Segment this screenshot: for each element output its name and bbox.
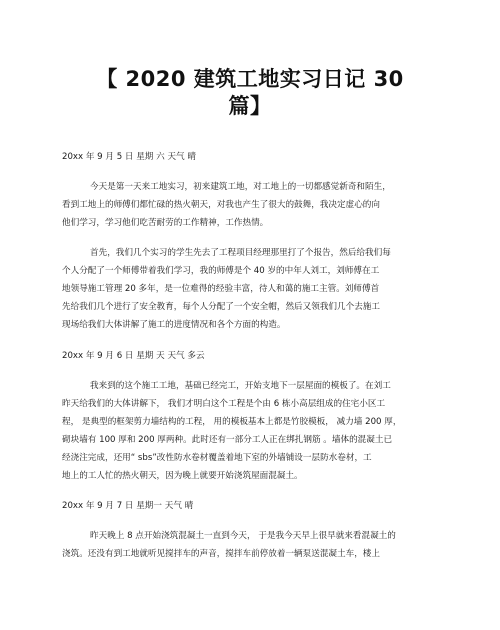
paragraph-line: 现场给我们大体讲解了施工的进度情况和各个方面的构造。 [62, 320, 286, 330]
paragraph-line: 我来到的这个施工工地，基础已经完工，开始支地下一层屋面的模板了。在刘工 [90, 381, 391, 391]
title-line-2: 篇】 [228, 94, 272, 118]
paragraph-line: 地上的工人忙的热火朝天，因为晚上就要开始浇筑屋面混凝土。 [62, 471, 303, 481]
paragraph-line: 经浇注完成，还用“ sbs”改性防水卷材覆盖着地下室的外墙铺设一层防水卷材，工 [62, 453, 372, 463]
paragraph-line: 他们学习，学习他们吃苦耐劳的工作精神，工作热情。 [62, 218, 269, 228]
document-title [70, 66, 430, 120]
paragraph-line: 昨天晚上 8 点开始浇筑混凝土一直到今天， 于是我今天早上很早就来看混凝土的 [90, 531, 396, 541]
paragraph-line: 浇筑。还没有到工地就听见搅拌车的声音，搅拌车前停放着一辆泵送混凝土车，楼上 [62, 549, 380, 559]
paragraph-line: 程， 是典型的框架剪力墙结构的工程， 用的模板基本上都是竹胶模板， 减力墙 200 厚， [62, 417, 402, 427]
paragraph-line: 看到工地上的师傅们都忙碌的热火朝天，对我也产生了很大的鼓舞，我决定虚心的向 [62, 200, 380, 210]
paragraph-line: 首先，我们几个实习的学生先去了工程项目经理那里打了个报告，然后给我们每 [90, 248, 391, 258]
paragraph-line: 昨天给我们的大体讲解下， 我们才明白这个工程是个由 6 栋小高层组成的住宅小区工 [62, 399, 386, 409]
title-line-1: 【 2020 建筑工地实习日记 30 [96, 67, 404, 91]
entry-date: 20xx 年 9 月 6 日 星期 天 天气 多云 [62, 351, 205, 361]
entry-date: 20xx 年 9 月 7 日 星期一 天气 晴 [62, 501, 194, 511]
paragraph-line: 地领导施工管理 20 多年，是一位难得的经验丰富，待人和蔼的施工主管。刘师傅首 [62, 284, 380, 294]
paragraph-line: 先给我们几个进行了安全教育，每个人分配了一个安全帽，然后又领我们几个去施工 [62, 302, 380, 312]
entry-date: 20xx 年 9 月 5 日 星期 六 天气 晴 [62, 152, 196, 162]
paragraph-line: 个人分配了一个师傅带着我们学习，我的师傅是个 40 岁的中年人刘工，刘师傅在工 [62, 266, 380, 276]
paragraph-line: 今天是第一天来工地实习，初来建筑工地，对工地上的一切都感觉新奇和陌生， [90, 182, 391, 192]
paragraph-line: 砌块墙有 100 厚和 200 厚两种。此时还有一部分工人正在绑扎钢筋 。墙体的混凝土已 [62, 435, 393, 445]
